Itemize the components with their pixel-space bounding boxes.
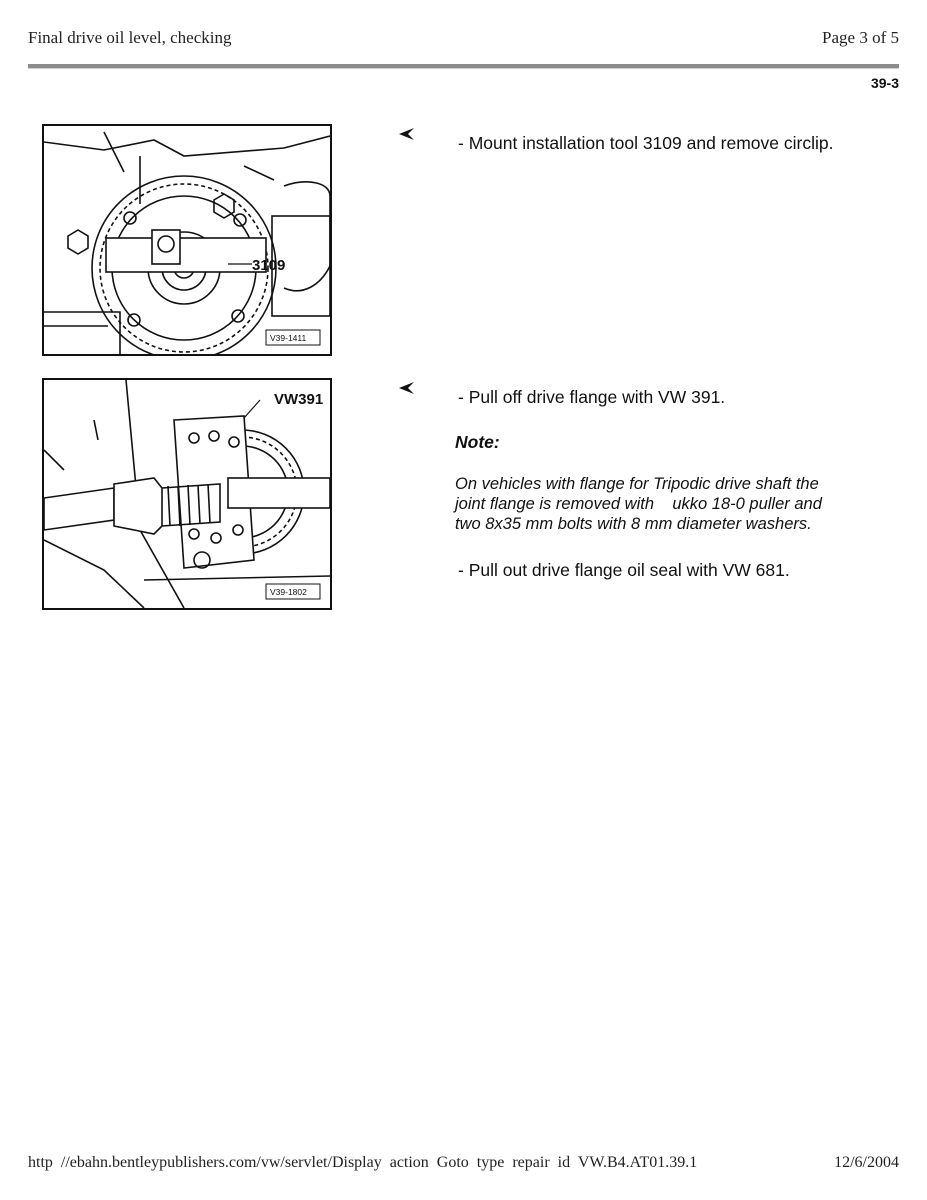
tool-label: VW391 [274,391,324,408]
step-pull-seal: - Pull out drive flange oil seal with VW 681. [458,560,790,580]
illustration-flange-tool [44,126,330,354]
figure-installation-tool [42,124,332,356]
header-divider [28,64,899,69]
figure-ref: V39-1411 [270,333,307,343]
figure-ref: V39-1802 [270,587,307,597]
note-line: two 8x35 mm bolts with 8 mm diameter washers. [455,515,812,533]
section-number: 39-3 [870,75,899,91]
note-text [455,474,875,534]
figure-flange-puller [42,378,332,610]
pointer-arrow-icon [398,127,416,141]
footer-url: http //ebahn.bentleypublishers.com/vw/servlet/Display action Goto type repair id VW.B4.AT01.39.1 [28,1154,698,1171]
note-line: joint flange is removed with ukko 18-0 puller and [455,495,822,513]
page-number: Page 3 of 5 [822,28,899,47]
illustration-puller [44,380,330,608]
note-heading: Note: [455,432,500,452]
step-mount-tool: - Mount installation tool 3109 and remove circlip. [458,133,834,153]
tool-label: 3109 [252,257,286,274]
note-line: On vehicles with flange for Tripodic drive shaft the [455,475,819,493]
footer-date: 12/6/2004 [834,1154,899,1171]
pointer-arrow-icon [398,381,416,395]
step-pull-flange: - Pull off drive flange with VW 391. [458,387,726,407]
page-title: Final drive oil level, checking [28,28,232,47]
